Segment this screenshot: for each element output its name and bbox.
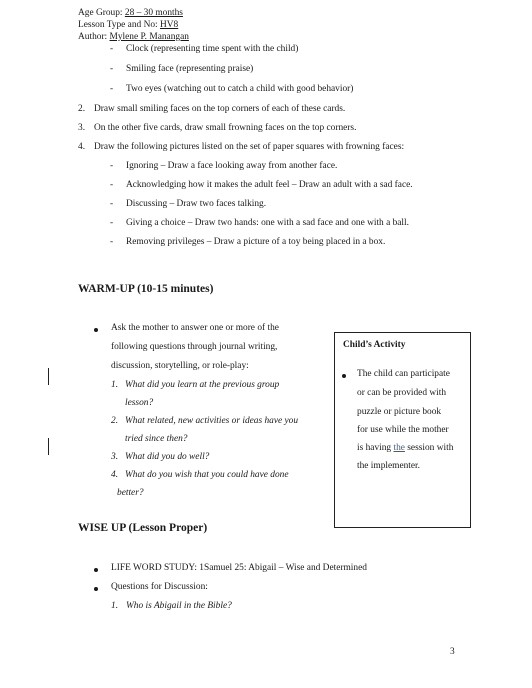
dash-marker: - — [110, 218, 114, 228]
bullet-icon — [94, 587, 98, 591]
dash-marker: - — [110, 199, 114, 209]
childs-activity-line: for use while the mother — [357, 425, 449, 435]
question-number: 2. — [111, 416, 119, 426]
question-text: What did you do well? — [125, 452, 210, 462]
item-number: 3. — [78, 123, 86, 133]
wiseup-bullet: LIFE WORD STUDY: 1Samuel 25: Abigail – Wise and Determined — [111, 563, 367, 573]
question-text: What related, new activities or ideas have you — [125, 416, 299, 426]
list-item: Smiling face (representing praise) — [126, 64, 254, 74]
question-number: 3. — [111, 452, 119, 462]
list-item: Discussing – Draw two faces talking. — [126, 199, 267, 209]
question-text: lesson? — [125, 398, 154, 408]
wiseup-heading: WISE UP (Lesson Proper) — [78, 522, 208, 534]
warmup-text-line: following questions through journal writing, — [111, 342, 278, 352]
age-group-label: Age Group: — [78, 8, 125, 18]
list-item: Acknowledging how it makes the adult feel – Draw an adult with a sad face. — [126, 180, 413, 190]
age-group-value: 28 – 30 months — [124, 8, 183, 18]
list-item: Two eyes (watching out to catch a child with good behavior) — [126, 84, 354, 94]
list-item: Giving a choice – Draw two hands: one with a sad face and one with a ball. — [126, 218, 409, 228]
author-line — [78, 32, 189, 42]
wiseup-bullet: Questions for Discussion: — [111, 582, 208, 592]
author-label: Author: — [78, 32, 110, 42]
dash-marker: - — [110, 180, 114, 190]
numbered-item: Draw small smiling faces on the top corners of each of these cards. — [94, 104, 346, 114]
numbered-item: Draw the following pictures listed on the set of paper squares with frowning faces: — [94, 142, 405, 152]
childs-activity-text: session with — [404, 443, 454, 453]
change-bar — [48, 438, 49, 455]
question-number: 1. — [111, 601, 119, 611]
dash-marker: - — [110, 84, 114, 94]
numbered-item: On the other five cards, draw small frowning faces on the top corners. — [94, 123, 357, 133]
childs-activity-line: puzzle or picture book — [357, 407, 442, 417]
question-number: 1. — [111, 380, 119, 390]
lesson-type-label: Lesson Type and No: — [78, 20, 160, 30]
list-item: Clock (representing time spent with the child) — [126, 44, 299, 54]
dash-marker: - — [110, 237, 114, 247]
bullet-icon — [94, 328, 98, 332]
question-text: tried since then? — [125, 434, 188, 444]
childs-activity-line: or can be provided with — [357, 388, 447, 398]
list-item: Ignoring – Draw a face looking away from another face. — [126, 161, 338, 171]
question-number: 4. — [111, 470, 119, 480]
dash-marker: - — [110, 44, 114, 54]
page-number: 3 — [450, 647, 455, 657]
question-text: better? — [117, 488, 144, 498]
childs-activity-line: The child can participate — [357, 369, 450, 379]
change-bar — [48, 368, 49, 385]
bullet-icon — [94, 568, 98, 572]
question-text: What did you learn at the previous group — [125, 380, 280, 390]
lesson-type-line — [78, 20, 178, 30]
childs-activity-text: is having — [357, 443, 394, 453]
question-text: What do you wish that you could have done — [125, 470, 289, 480]
question-text: Who is Abigail in the Bible? — [126, 601, 232, 611]
lesson-type-value: HV8 — [159, 20, 179, 30]
warmup-text-line: Ask the mother to answer one or more of the — [111, 323, 279, 333]
bullet-icon — [342, 374, 346, 378]
author-value: Mylene P. Manangan — [109, 32, 189, 42]
childs-activity-line: the implementer. — [357, 461, 421, 471]
dash-marker: - — [110, 161, 114, 171]
the-link[interactable]: the — [393, 443, 405, 453]
dash-marker: - — [110, 64, 114, 74]
warmup-text-line: discussion, storytelling, or role-play: — [111, 361, 249, 371]
childs-activity-line — [357, 443, 453, 453]
age-group-line — [78, 8, 183, 18]
list-item: Removing privileges – Draw a picture of a toy being placed in a box. — [126, 237, 386, 247]
childs-activity-title: Child’s Activity — [343, 340, 406, 350]
item-number: 4. — [78, 142, 86, 152]
warmup-heading: WARM-UP (10-15 minutes) — [78, 283, 214, 295]
item-number: 2. — [78, 104, 86, 114]
